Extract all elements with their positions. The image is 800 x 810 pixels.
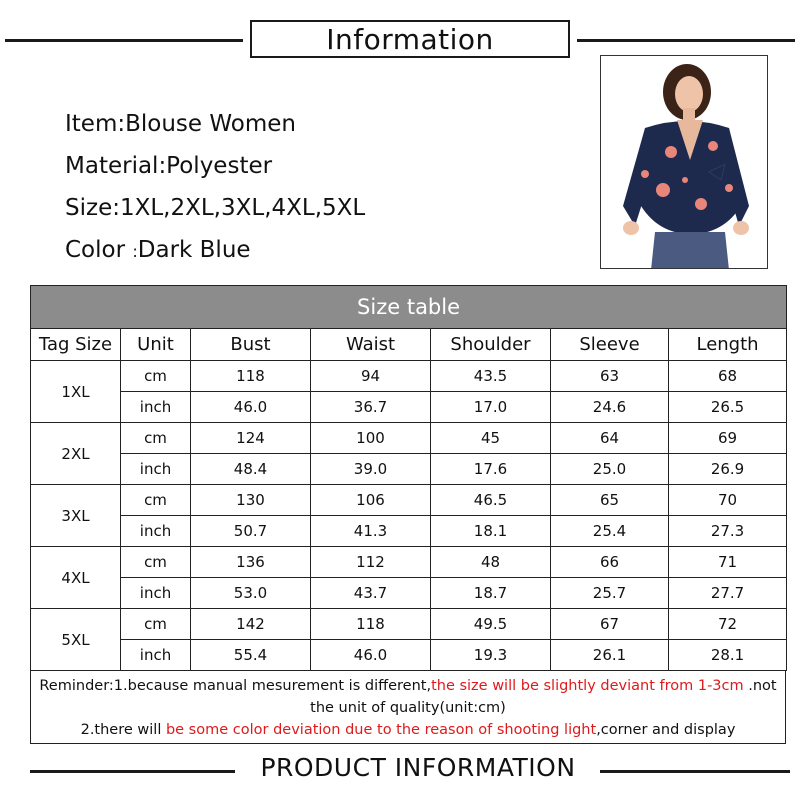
size-table-header-row [31, 329, 787, 361]
measurement-cell: 36.7 [311, 392, 431, 423]
unit-cell: inch [121, 454, 191, 485]
size-table [30, 285, 787, 671]
measurement-cell: 18.1 [431, 516, 551, 547]
measurement-cell: 142 [191, 609, 311, 640]
tag-size-cell: 4XL [31, 547, 121, 609]
table-row [31, 361, 787, 392]
measurement-cell: 46.0 [191, 392, 311, 423]
measurement-cell: 43.7 [311, 578, 431, 609]
measurement-cell: 45 [431, 423, 551, 454]
measurement-cell: 28.1 [669, 640, 787, 671]
measurement-cell: 124 [191, 423, 311, 454]
table-row [31, 609, 787, 640]
table-row [31, 516, 787, 547]
info-color-sep: : [132, 242, 138, 261]
measurement-cell: 53.0 [191, 578, 311, 609]
reminder-text: 2.there will [80, 722, 166, 738]
reminder-line-1 [33, 675, 783, 697]
info-material: Material:Polyester [65, 153, 273, 179]
unit-cell: inch [121, 640, 191, 671]
measurement-cell: 48.4 [191, 454, 311, 485]
column-header: Sleeve [551, 329, 669, 361]
table-row [31, 423, 787, 454]
column-header: Tag Size [31, 329, 121, 361]
measurement-cell: 55.4 [191, 640, 311, 671]
unit-cell: cm [121, 547, 191, 578]
blouse-model-illustration [601, 56, 768, 269]
tag-size-cell: 5XL [31, 609, 121, 671]
measurement-cell: 26.1 [551, 640, 669, 671]
measurement-cell: 64 [551, 423, 669, 454]
reminder-line-3 [33, 719, 783, 741]
bottom-rule-right [600, 770, 790, 773]
column-header: Bust [191, 329, 311, 361]
column-header: Shoulder [431, 329, 551, 361]
info-size: Size:1XL,2XL,3XL,4XL,5XL [65, 195, 366, 221]
product-information-title: PRODUCT INFORMATION [260, 753, 576, 782]
top-rule-right [577, 39, 795, 42]
measurement-cell: 112 [311, 547, 431, 578]
measurement-cell: 68 [669, 361, 787, 392]
measurement-cell: 17.6 [431, 454, 551, 485]
unit-cell: cm [121, 609, 191, 640]
info-color-value: Dark Blue [137, 237, 251, 263]
top-rule-left [5, 39, 243, 42]
measurement-cell: 65 [551, 485, 669, 516]
unit-cell: inch [121, 578, 191, 609]
information-title [250, 20, 570, 58]
measurement-cell: 25.7 [551, 578, 669, 609]
info-item: Item:Blouse Women [65, 111, 296, 137]
bottom-rule-left [30, 770, 235, 773]
measurement-cell: 63 [551, 361, 669, 392]
info-color-label: Color [65, 237, 126, 263]
measurement-cell: 17.0 [431, 392, 551, 423]
unit-cell: cm [121, 361, 191, 392]
measurement-cell: 19.3 [431, 640, 551, 671]
table-row [31, 485, 787, 516]
unit-cell: cm [121, 423, 191, 454]
table-row [31, 547, 787, 578]
table-row [31, 578, 787, 609]
information-title-text: Information [326, 22, 494, 56]
size-table-container [30, 285, 786, 744]
measurement-cell: 69 [669, 423, 787, 454]
measurement-cell: 39.0 [311, 454, 431, 485]
column-header: Length [669, 329, 787, 361]
tag-size-cell: 1XL [31, 361, 121, 423]
measurement-cell: 46.0 [311, 640, 431, 671]
reminder-highlight: be some color deviation due to the reason of shooting light [165, 722, 597, 738]
measurement-cell: 26.5 [669, 392, 787, 423]
unit-cell: cm [121, 485, 191, 516]
size-table-caption: Size table [31, 286, 787, 329]
column-header: Unit [121, 329, 191, 361]
measurement-cell: 66 [551, 547, 669, 578]
measurement-cell: 130 [191, 485, 311, 516]
reminder-text: .not [743, 678, 777, 694]
reminder-text: ,corner and display [596, 722, 736, 738]
measurement-cell: 71 [669, 547, 787, 578]
measurement-cell: 100 [311, 423, 431, 454]
measurement-cell: 41.3 [311, 516, 431, 547]
product-photo [600, 55, 768, 269]
measurement-cell: 94 [311, 361, 431, 392]
reminder-text: Reminder:1.because manual mesurement is different, [39, 678, 432, 694]
table-row [31, 392, 787, 423]
table-row [31, 640, 787, 671]
unit-cell: inch [121, 392, 191, 423]
measurement-cell: 136 [191, 547, 311, 578]
measurement-cell: 48 [431, 547, 551, 578]
measurement-cell: 70 [669, 485, 787, 516]
measurement-cell: 43.5 [431, 361, 551, 392]
measurement-cell: 72 [669, 609, 787, 640]
measurement-cell: 118 [191, 361, 311, 392]
measurement-cell: 18.7 [431, 578, 551, 609]
measurement-cell: 24.6 [551, 392, 669, 423]
measurement-cell: 46.5 [431, 485, 551, 516]
tag-size-cell: 3XL [31, 485, 121, 547]
measurement-cell: 49.5 [431, 609, 551, 640]
unit-cell: inch [121, 516, 191, 547]
reminder-note [30, 671, 786, 744]
measurement-cell: 50.7 [191, 516, 311, 547]
tag-size-cell: 2XL [31, 423, 121, 485]
measurement-cell: 27.3 [669, 516, 787, 547]
measurement-cell: 25.0 [551, 454, 669, 485]
column-header: Waist [311, 329, 431, 361]
reminder-line-2: the unit of quality(unit:cm) [310, 700, 506, 716]
reminder-highlight: the size will be slightly deviant from 1-3cm [431, 678, 744, 694]
measurement-cell: 26.9 [669, 454, 787, 485]
measurement-cell: 67 [551, 609, 669, 640]
info-color [65, 237, 251, 263]
table-row [31, 454, 787, 485]
measurement-cell: 106 [311, 485, 431, 516]
measurement-cell: 118 [311, 609, 431, 640]
measurement-cell: 25.4 [551, 516, 669, 547]
measurement-cell: 27.7 [669, 578, 787, 609]
